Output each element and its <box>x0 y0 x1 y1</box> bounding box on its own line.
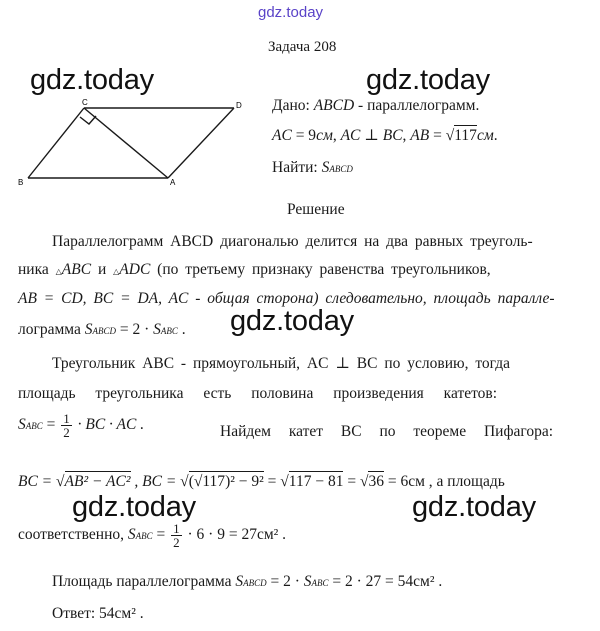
problem-header: Задача 208 <box>268 39 337 55</box>
vertex-label-a: A <box>170 178 176 187</box>
watermark: gdz.today <box>72 491 196 523</box>
answer-label: Ответ: <box>52 605 100 622</box>
answer-line <box>52 606 144 622</box>
given-ac-value: = 9 <box>291 127 317 144</box>
p2-line-3: SABC = $\frac{1}{2}$ · BC · AC . <box>18 411 145 440</box>
find-label: Найти: <box>272 159 318 176</box>
given-ab-root: 117 <box>454 127 477 144</box>
fraction: $\frac{1}{2}$ <box>63 411 70 440</box>
given-figure: ABCD <box>313 97 355 114</box>
answer-value: 54см² . <box>99 605 144 622</box>
find-sub: ABCD <box>329 164 353 174</box>
watermark-top: gdz.today <box>258 4 324 21</box>
given-bc: BC <box>382 127 403 144</box>
watermark: gdz.today <box>230 305 354 337</box>
p1-line-4: лограмма SABCD = 2 · SABC . <box>18 321 186 338</box>
watermark: gdz.today <box>30 64 154 96</box>
vertex-label-d: D <box>236 101 242 110</box>
given-unit-2: см <box>476 127 494 144</box>
p2-line-5: соответственно, SABC = $\frac{1}{2}$ · 6 · 9 = 27см² . <box>18 521 287 550</box>
p1-line-1: Параллелограмм ABCD диагональю делится на два равных треуголь- <box>52 233 533 250</box>
side-da <box>168 108 234 178</box>
p2-line-3-tail: Найдем катет BC по теореме Пифагора: <box>220 423 554 440</box>
fraction: $\frac{1}{2}$ <box>173 521 180 550</box>
given-ac: AC <box>272 127 292 144</box>
given-ac2: AC <box>340 127 361 144</box>
given-label: Дано: <box>272 97 310 114</box>
p3-line: Площадь параллелограмма SABCD = 2 · SABC = 2 · 27 = 54см² . <box>52 573 443 590</box>
p1-line-2: ника △ABC и △ADC (по третьему признаку равенства треугольников, <box>18 261 491 278</box>
parallelogram-figure <box>10 96 270 188</box>
vertex-label-b: B <box>18 178 24 187</box>
watermark: gdz.today <box>412 491 536 523</box>
given-figure-text: - параллелограмм. <box>354 97 480 114</box>
diagonal-ac <box>84 108 168 178</box>
given-line-2: AC = 9см, AC ⊥ BC, AB = √117см. <box>272 127 498 144</box>
p1-line-3: AB = CD, BC = DA, AC - общая сторона) следовательно, площадь паралле- <box>18 290 555 307</box>
right-angle-mark <box>80 116 96 124</box>
find-s: S <box>321 159 330 176</box>
given-unit: см <box>316 127 333 144</box>
given-ab: AB <box>410 127 430 144</box>
solution-heading: Решение <box>287 201 345 218</box>
vertex-label-c: C <box>82 98 88 107</box>
given-line-1 <box>272 98 479 114</box>
p2-line-2: площадь треугольника есть половина произведения катетов: <box>18 385 498 402</box>
p2-line-1: Треугольник ABC - прямоугольный, AC ⊥ BC по условию, тогда <box>52 355 510 372</box>
p2-line-4: BC = √AB² − AC² , BC = √(√117)² − 9² = √117 − 81 = √36 = 6см , а площадь <box>18 473 505 490</box>
side-bc <box>28 108 84 178</box>
watermark: gdz.today <box>366 64 490 96</box>
find-line <box>272 160 353 176</box>
